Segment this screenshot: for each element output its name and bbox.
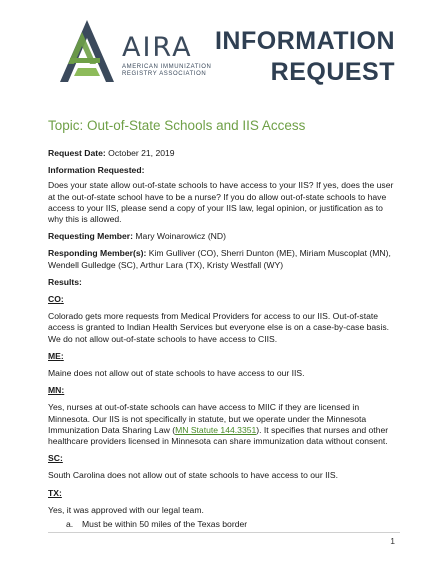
requesting-member xyxy=(48,231,400,242)
state-sc: SC xyxy=(48,453,60,464)
results-label: Results: xyxy=(48,276,82,287)
aira-logo-mark-icon xyxy=(56,18,118,84)
doc-type-line2: REQUEST xyxy=(270,58,395,86)
tx-subitems xyxy=(48,519,400,530)
state-co: CO xyxy=(48,294,61,305)
result-co-text: Colorado gets more requests from Medical Providers for access to our IIS. Out-of-state access is granted to Indian Health Services but everyone else is on a case-by-case basis. We do not allow out-of-state schools to have access to CIIS. xyxy=(48,311,390,344)
list-marker: a. xyxy=(66,519,74,530)
topic-title: Topic: Out-of-State Schools and IIS Access xyxy=(48,118,306,133)
result-me-text: Maine does not allow out of state schools to have access to our IIS. xyxy=(48,368,305,379)
requesting-member-label: Requesting Member: xyxy=(48,231,133,242)
mn-statute-link[interactable]: MN Statute 144.3351 xyxy=(175,424,257,435)
document-body xyxy=(48,148,400,530)
doc-type-line1: INFORMATION xyxy=(214,27,395,55)
requesting-member-value: Mary Woinarowicz (ND) xyxy=(135,231,226,242)
doc-type-heading xyxy=(215,26,395,88)
logo-subtitle-line1: AMERICAN IMMUNIZATION xyxy=(122,64,212,70)
list-item xyxy=(66,519,400,530)
state-me: ME xyxy=(48,350,61,361)
info-requested-text: Does your state allow out-of-state schools to have access to your IIS? If yes, does the user at the out-of-state school have to be a nurse? If you do allow out-of-state schools to have access to your IIS, please send a copy of your IIS law, legal opinion, or justification as to why this is allowed. xyxy=(48,180,394,225)
responding-members xyxy=(48,248,400,270)
result-tx-text: Yes, it was approved with our legal team. xyxy=(48,504,204,515)
state-heading-me: ME: xyxy=(48,350,64,361)
state-mn: MN xyxy=(48,385,62,396)
responding-members-label: Responding Member(s): xyxy=(48,248,147,259)
result-mn-text xyxy=(48,402,400,447)
result-mn-text-before: Yes, nurses at out-of-state schools can have access to MIIC if they are licensed in Minnesota. Our IIS is not specifically in statute, but we operate under the Minnesota Immunization Data Sharing Law ( xyxy=(48,402,367,435)
request-date xyxy=(48,148,400,159)
logo-subtitle-line2: REGISTRY ASSOCIATION xyxy=(122,71,207,77)
request-date-label: Request Date: xyxy=(48,148,106,158)
result-sc-text: South Carolina does not allow out of state schools to have access to our IIS. xyxy=(48,470,338,481)
state-heading-tx: TX: xyxy=(48,487,62,498)
list-item-text: Must be within 50 miles of the Texas border xyxy=(82,519,248,530)
state-heading-co: CO: xyxy=(48,294,64,305)
page-number: 1 xyxy=(390,536,395,546)
aira-logo xyxy=(56,18,216,84)
responding-members-value: Kim Gulliver (CO), Sherri Dunton (ME), Miriam Muscoplat (MN), Wendell Gulledge (SC), Arthur Lara (TX), Kristy Westfall (WY) xyxy=(48,248,391,270)
result-mn-text-after: ). It specifies that nurses and other healthcare providers licensed in Minnesota can share immunization data without consent. xyxy=(48,424,389,447)
logo-subtitle xyxy=(122,64,222,78)
request-date-value: October 21, 2019 xyxy=(108,148,175,158)
footer-divider xyxy=(48,532,400,533)
state-heading-mn: MN: xyxy=(48,385,65,396)
info-requested-label: Information Requested: xyxy=(48,165,145,176)
state-tx: TX xyxy=(48,487,59,498)
logo-name: AIRA xyxy=(122,32,193,63)
state-heading-sc: SC: xyxy=(48,453,63,464)
